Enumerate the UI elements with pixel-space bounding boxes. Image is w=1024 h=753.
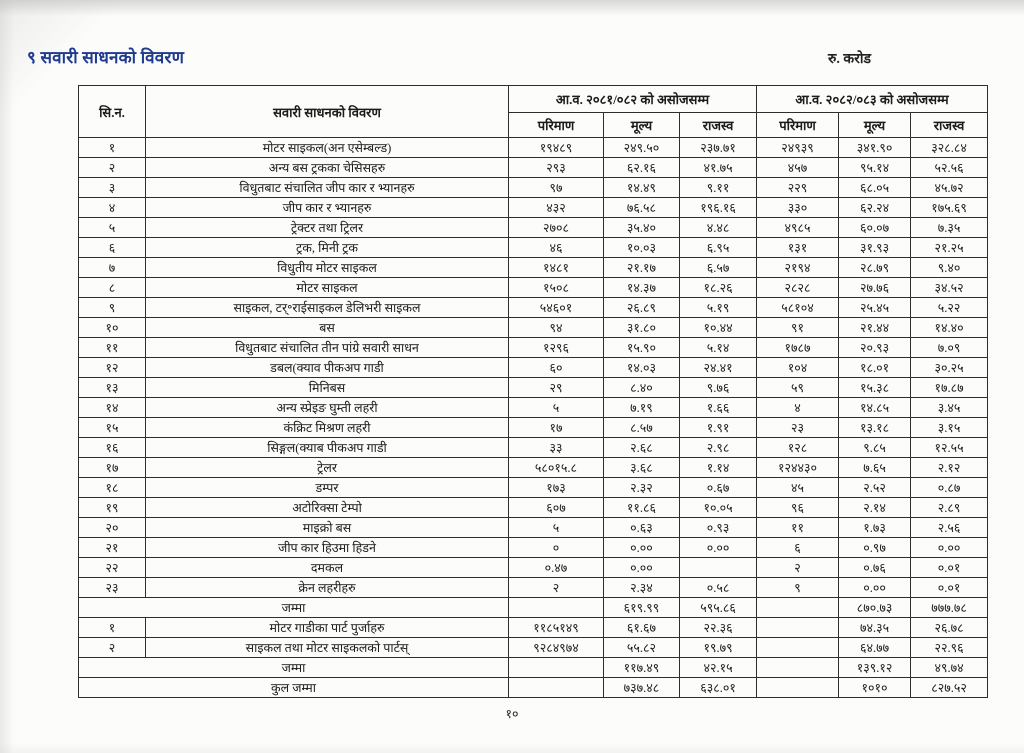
cell-value-fy2: २८.७९ xyxy=(839,258,911,278)
row-description: डबल(क्याव पीकअप गाडी xyxy=(146,358,509,378)
cell-value-fy1: ७.१९ xyxy=(604,398,680,418)
cell-value-fy2: २.५२ xyxy=(839,478,911,498)
table-row xyxy=(79,498,988,518)
cell-value-fy2: २५.४५ xyxy=(839,298,911,318)
cell-revenue-fy1: ९.७६ xyxy=(680,378,757,398)
cell-revenue-fy2: १७.८७ xyxy=(911,378,988,398)
cell-value-fy2: ६४.७७ xyxy=(839,638,911,658)
row-description: जीप कार हिउमा हिडने xyxy=(146,538,509,558)
cell-quantity-fy1: २ xyxy=(509,578,604,598)
cell-revenue-fy1: २.९८ xyxy=(680,438,757,458)
cell-value-fy1: १४.०३ xyxy=(604,358,680,378)
row-serial-number: १६ xyxy=(79,438,146,458)
table-row xyxy=(79,298,988,318)
row-description: क्रेन लहरीहरु xyxy=(146,578,509,598)
cell-quantity-fy2: ५८१०४ xyxy=(757,298,839,318)
unit-label: रु. करोड xyxy=(828,52,871,67)
row-description: मोटर साइकल(अन एसेम्बल्ड) xyxy=(146,138,509,158)
row-label: जम्मा xyxy=(79,598,509,618)
row-description: विधुतीय मोटर साइकल xyxy=(146,258,509,278)
cell-value-fy1: ०.६३ xyxy=(604,518,680,538)
cell-revenue-fy2: ३.१५ xyxy=(911,418,988,438)
row-serial-number: २१ xyxy=(79,538,146,558)
cell-quantity-fy2 xyxy=(757,678,839,698)
cell-quantity-fy2 xyxy=(757,658,839,678)
cell-revenue-fy2: ७७७.७८ xyxy=(911,598,988,618)
row-serial-number: १५ xyxy=(79,418,146,438)
row-description: बस xyxy=(146,318,509,338)
row-description: ट्रेलर xyxy=(146,458,509,478)
row-description: दमकल xyxy=(146,558,509,578)
row-serial-number: २ xyxy=(79,158,146,178)
row-serial-number: ४ xyxy=(79,198,146,218)
cell-revenue-fy1: २४.४१ xyxy=(680,358,757,378)
table-row xyxy=(79,458,988,478)
col-header-value-fy1: मूल्य xyxy=(604,113,680,138)
row-serial-number: २० xyxy=(79,518,146,538)
summary-row xyxy=(79,678,988,698)
cell-quantity-fy2 xyxy=(757,598,839,618)
cell-value-fy1: २.३४ xyxy=(604,578,680,598)
cell-quantity-fy2: २ xyxy=(757,558,839,578)
row-serial-number: १ xyxy=(79,138,146,158)
table-row xyxy=(79,558,988,578)
cell-value-fy1: १४.४९ xyxy=(604,178,680,198)
cell-quantity-fy2 xyxy=(757,618,839,638)
row-serial-number: १३ xyxy=(79,378,146,398)
cell-value-fy1: २१.१७ xyxy=(604,258,680,278)
table-row xyxy=(79,378,988,398)
row-description: मिनिबस xyxy=(146,378,509,398)
cell-quantity-fy2: ११ xyxy=(757,518,839,538)
cell-revenue-fy2: ७.०९ xyxy=(911,338,988,358)
cell-quantity-fy1: ५८०१५.८ xyxy=(509,458,604,478)
cell-quantity-fy2: ४५७ xyxy=(757,158,839,178)
table-row xyxy=(79,398,988,418)
row-description: विधुतबाट संचालित तीन पांग्रे सवारी साधन xyxy=(146,338,509,358)
cell-revenue-fy2: १४.४० xyxy=(911,318,988,338)
col-header-quantity-fy1: परिमाण xyxy=(509,113,604,138)
cell-value-fy2: १४.८५ xyxy=(839,398,911,418)
cell-quantity-fy2: ४५ xyxy=(757,478,839,498)
cell-revenue-fy1: ०.९३ xyxy=(680,518,757,538)
cell-value-fy2: २.१४ xyxy=(839,498,911,518)
page-number: १० xyxy=(505,707,519,721)
table-row xyxy=(79,578,988,598)
cell-revenue-fy1: २२.३६ xyxy=(680,618,757,638)
cell-value-fy1: १५.९० xyxy=(604,338,680,358)
cell-value-fy1: ०.०० xyxy=(604,538,680,558)
cell-revenue-fy2: ८२७.५२ xyxy=(911,678,988,698)
cell-revenue-fy2: ४९.७४ xyxy=(911,658,988,678)
cell-value-fy1: ७६.५८ xyxy=(604,198,680,218)
cell-value-fy2: ६०.०७ xyxy=(839,218,911,238)
cell-value-fy1: ७३७.४८ xyxy=(604,678,680,698)
cell-revenue-fy1: ०.६७ xyxy=(680,478,757,498)
cell-revenue-fy2: ३०.२५ xyxy=(911,358,988,378)
cell-revenue-fy2: २१.२५ xyxy=(911,238,988,258)
row-description: विधुतबाट संचालित जीप कार र भ्यानहरु xyxy=(146,178,509,198)
table-row xyxy=(79,178,988,198)
row-serial-number: १२ xyxy=(79,358,146,378)
cell-quantity-fy1: २९ xyxy=(509,378,604,398)
col-header-value-fy2: मूल्य xyxy=(839,113,911,138)
cell-value-fy2: २०.९३ xyxy=(839,338,911,358)
cell-quantity-fy2: ९६ xyxy=(757,498,839,518)
cell-revenue-fy1: ४.४८ xyxy=(680,218,757,238)
cell-quantity-fy1: ० xyxy=(509,538,604,558)
table-row xyxy=(79,198,988,218)
row-serial-number: ३ xyxy=(79,178,146,198)
cell-value-fy1: १४.३७ xyxy=(604,278,680,298)
cell-value-fy1: ५५.८२ xyxy=(604,638,680,658)
row-serial-number: १ xyxy=(79,618,146,638)
cell-quantity-fy1: १४८१ xyxy=(509,258,604,278)
cell-quantity-fy2: ९ xyxy=(757,578,839,598)
cell-value-fy1: ६२.१६ xyxy=(604,158,680,178)
cell-revenue-fy1: १८.२६ xyxy=(680,278,757,298)
cell-revenue-fy1: १०.०५ xyxy=(680,498,757,518)
cell-value-fy2: २१.४४ xyxy=(839,318,911,338)
cell-quantity-fy2: २४९३९ xyxy=(757,138,839,158)
cell-quantity-fy1: १९४८९ xyxy=(509,138,604,158)
cell-quantity-fy1: १७ xyxy=(509,418,604,438)
row-description: साइकल तथा मोटर साइकलको पार्टस् xyxy=(146,638,509,658)
cell-quantity-fy2: ३३० xyxy=(757,198,839,218)
cell-value-fy1: २.३२ xyxy=(604,478,680,498)
cell-revenue-fy2: १२.५५ xyxy=(911,438,988,458)
table-row xyxy=(79,278,988,298)
row-serial-number: १७ xyxy=(79,458,146,478)
cell-quantity-fy2: १०४ xyxy=(757,358,839,378)
cell-value-fy2: १८.०१ xyxy=(839,358,911,378)
cell-quantity-fy1: ५४६०१ xyxy=(509,298,604,318)
row-description: मोटर गाडीका पार्ट पुर्जाहरु xyxy=(146,618,509,638)
col-header-description: सवारी साधनको विवरण xyxy=(146,86,509,138)
cell-quantity-fy2: २३ xyxy=(757,418,839,438)
cell-value-fy1: २६.८९ xyxy=(604,298,680,318)
cell-quantity-fy1: २७०८ xyxy=(509,218,604,238)
summary-row xyxy=(79,658,988,678)
header-row-fiscal-years xyxy=(79,86,988,113)
cell-revenue-fy1: ५९५.८६ xyxy=(680,598,757,618)
cell-revenue-fy2: ३४.५२ xyxy=(911,278,988,298)
cell-value-fy2: १३९.१२ xyxy=(839,658,911,678)
row-description: मोटर साइकल xyxy=(146,278,509,298)
row-description: ट्रक, मिनी ट्रक xyxy=(146,238,509,258)
cell-quantity-fy1: ०.४७ xyxy=(509,558,604,578)
row-description: अटोरिक्सा टेम्पो xyxy=(146,498,509,518)
cell-revenue-fy2: २.८९ xyxy=(911,498,988,518)
cell-value-fy2: १०१० xyxy=(839,678,911,698)
cell-value-fy2: ६२.२४ xyxy=(839,198,911,218)
cell-quantity-fy1: ९७ xyxy=(509,178,604,198)
cell-revenue-fy1: १.१४ xyxy=(680,458,757,478)
row-label: कुल जम्मा xyxy=(79,678,509,698)
cell-revenue-fy2: २.५६ xyxy=(911,518,988,538)
cell-revenue-fy2: ३२८.८४ xyxy=(911,138,988,158)
cell-quantity-fy2: ४९८५ xyxy=(757,218,839,238)
cell-revenue-fy2: २६.७८ xyxy=(911,618,988,638)
col-header-fy1: आ.व. २०८१/०८२ को असोजसम्म xyxy=(509,86,757,113)
cell-value-fy2: ०.७६ xyxy=(839,558,911,578)
cell-revenue-fy2: ०.०० xyxy=(911,538,988,558)
cell-quantity-fy1: २९३ xyxy=(509,158,604,178)
cell-revenue-fy1: १.६६ xyxy=(680,398,757,418)
table-row xyxy=(79,418,988,438)
cell-value-fy1: ११७.४९ xyxy=(604,658,680,678)
cell-revenue-fy2: २.१२ xyxy=(911,458,988,478)
cell-quantity-fy2: २८२८ xyxy=(757,278,839,298)
cell-quantity-fy2 xyxy=(757,638,839,658)
table-row xyxy=(79,338,988,358)
cell-revenue-fy2: ३.४५ xyxy=(911,398,988,418)
row-serial-number: ९ xyxy=(79,298,146,318)
table-header xyxy=(79,86,988,138)
cell-revenue-fy1: १.९१ xyxy=(680,418,757,438)
row-description: अन्य स्प्रेइङ घुम्ती लहरी xyxy=(146,398,509,418)
cell-revenue-fy1: १९.७९ xyxy=(680,638,757,658)
cell-revenue-fy1: ५.१९ xyxy=(680,298,757,318)
table-row xyxy=(79,138,988,158)
cell-revenue-fy2: ०.८७ xyxy=(911,478,988,498)
row-serial-number: २२ xyxy=(79,558,146,578)
cell-value-fy1: ३५.४० xyxy=(604,218,680,238)
vehicle-details-table xyxy=(78,85,988,698)
col-header-fy2: आ.व. २०८२/०८३ को असोजसम्म xyxy=(757,86,988,113)
cell-revenue-fy2: १७५.६९ xyxy=(911,198,988,218)
cell-quantity-fy1 xyxy=(509,658,604,678)
cell-value-fy2: १.७३ xyxy=(839,518,911,538)
table-row xyxy=(79,618,988,638)
table-row xyxy=(79,438,988,458)
cell-quantity-fy2: २२९ xyxy=(757,178,839,198)
summary-row xyxy=(79,598,988,618)
row-serial-number: ७ xyxy=(79,258,146,278)
cell-quantity-fy1: १७३ xyxy=(509,478,604,498)
cell-value-fy1: ६१.६७ xyxy=(604,618,680,638)
cell-value-fy2: १३.१८ xyxy=(839,418,911,438)
row-description: साइकल, टर्॰राईसाइकल डेलिभरी साइकल xyxy=(146,298,509,318)
table-row xyxy=(79,518,988,538)
cell-revenue-fy1: ०.५८ xyxy=(680,578,757,598)
cell-quantity-fy1: ६०७ xyxy=(509,498,604,518)
table-row xyxy=(79,478,988,498)
cell-revenue-fy2: ९.४० xyxy=(911,258,988,278)
row-serial-number: १४ xyxy=(79,398,146,418)
cell-revenue-fy1: १०.४४ xyxy=(680,318,757,338)
cell-revenue-fy1: १९६.१६ xyxy=(680,198,757,218)
cell-quantity-fy1: ११८५१४९ xyxy=(509,618,604,638)
cell-quantity-fy2: ४ xyxy=(757,398,839,418)
table-row xyxy=(79,238,988,258)
cell-value-fy1: ६१९.९९ xyxy=(604,598,680,618)
cell-quantity-fy1: १५०८ xyxy=(509,278,604,298)
cell-quantity-fy1: १२९६ xyxy=(509,338,604,358)
cell-value-fy1: ११.८६ xyxy=(604,498,680,518)
col-header-revenue-fy2: राजस्व xyxy=(911,113,988,138)
row-serial-number: १० xyxy=(79,318,146,338)
cell-value-fy1: १०.०३ xyxy=(604,238,680,258)
cell-revenue-fy1: २३७.७१ xyxy=(680,138,757,158)
cell-value-fy2: ७४.३५ xyxy=(839,618,911,638)
cell-quantity-fy1: ५ xyxy=(509,398,604,418)
cell-value-fy2: १५.३८ xyxy=(839,378,911,398)
row-serial-number: १८ xyxy=(79,478,146,498)
cell-quantity-fy1: ४६ xyxy=(509,238,604,258)
cell-value-fy1: ८.४० xyxy=(604,378,680,398)
cell-revenue-fy1: ५.१४ xyxy=(680,338,757,358)
cell-value-fy1: ३१.८० xyxy=(604,318,680,338)
cell-quantity-fy2: २१९४ xyxy=(757,258,839,278)
cell-quantity-fy2: ९१ xyxy=(757,318,839,338)
col-header-revenue-fy1: राजस्व xyxy=(680,113,757,138)
cell-value-fy2: ७.६५ xyxy=(839,458,911,478)
table-body xyxy=(79,138,988,698)
table-row xyxy=(79,258,988,278)
cell-value-fy2: ३४१.९० xyxy=(839,138,911,158)
table-row xyxy=(79,158,988,178)
page-title: ९ सवारी साधनको विवरण xyxy=(27,48,185,67)
cell-value-fy2: ९५.१४ xyxy=(839,158,911,178)
cell-value-fy2: ३१.९३ xyxy=(839,238,911,258)
cell-quantity-fy2: ६ xyxy=(757,538,839,558)
col-header-quantity-fy2: परिमाण xyxy=(757,113,839,138)
row-description: जीप कार र भ्यानहरु xyxy=(146,198,509,218)
cell-value-fy1: ८.५७ xyxy=(604,418,680,438)
cell-value-fy2: ६८.०५ xyxy=(839,178,911,198)
table-row xyxy=(79,218,988,238)
row-serial-number: २ xyxy=(79,638,146,658)
cell-revenue-fy1: ४१.७५ xyxy=(680,158,757,178)
cell-quantity-fy2: ५९ xyxy=(757,378,839,398)
cell-revenue-fy1 xyxy=(680,558,757,578)
row-serial-number: ५ xyxy=(79,218,146,238)
cell-revenue-fy1: ९.११ xyxy=(680,178,757,198)
cell-revenue-fy1: ०.०० xyxy=(680,538,757,558)
row-description: अन्य बस ट्रकका चेसिसहरु xyxy=(146,158,509,178)
cell-revenue-fy2: ५.२२ xyxy=(911,298,988,318)
cell-revenue-fy2: ४५.७२ xyxy=(911,178,988,198)
row-description: कंक्रिट मिश्रण लहरी xyxy=(146,418,509,438)
table-row xyxy=(79,318,988,338)
row-serial-number: १९ xyxy=(79,498,146,518)
cell-quantity-fy1 xyxy=(509,678,604,698)
col-header-sn: सि.न. xyxy=(79,86,146,138)
cell-value-fy2: ९.८५ xyxy=(839,438,911,458)
cell-value-fy1: २.६८ xyxy=(604,438,680,458)
cell-quantity-fy1: ९२८४९७४ xyxy=(509,638,604,658)
cell-revenue-fy1: ४२.१५ xyxy=(680,658,757,678)
cell-quantity-fy1: ५ xyxy=(509,518,604,538)
cell-value-fy1: ३.६८ xyxy=(604,458,680,478)
row-label: जम्मा xyxy=(79,658,509,678)
cell-quantity-fy2: १२८ xyxy=(757,438,839,458)
cell-value-fy1: २४९.५० xyxy=(604,138,680,158)
cell-quantity-fy1 xyxy=(509,598,604,618)
cell-quantity-fy1: ४३२ xyxy=(509,198,604,218)
cell-revenue-fy1: ६३८.०१ xyxy=(680,678,757,698)
cell-revenue-fy2: ०.०१ xyxy=(911,578,988,598)
cell-value-fy2: ०.०० xyxy=(839,578,911,598)
cell-quantity-fy1: ३३ xyxy=(509,438,604,458)
cell-revenue-fy2: २२.९६ xyxy=(911,638,988,658)
row-serial-number: ११ xyxy=(79,338,146,358)
row-description: माइक्रो बस xyxy=(146,518,509,538)
cell-quantity-fy2: १७८७ xyxy=(757,338,839,358)
cell-revenue-fy1: ६.५७ xyxy=(680,258,757,278)
row-serial-number: २३ xyxy=(79,578,146,598)
cell-revenue-fy2: ५२.५६ xyxy=(911,158,988,178)
cell-value-fy1: ०.०० xyxy=(604,558,680,578)
cell-revenue-fy2: ७.३५ xyxy=(911,218,988,238)
row-description: ट्रेक्टर तथा ट्रिलर xyxy=(146,218,509,238)
table-row xyxy=(79,538,988,558)
cell-quantity-fy2: १३१ xyxy=(757,238,839,258)
table-row xyxy=(79,358,988,378)
row-serial-number: ६ xyxy=(79,238,146,258)
cell-revenue-fy1: ६.९५ xyxy=(680,238,757,258)
table-row xyxy=(79,638,988,658)
cell-revenue-fy2: ०.०१ xyxy=(911,558,988,578)
cell-quantity-fy1: ९४ xyxy=(509,318,604,338)
cell-value-fy2: ८७०.७३ xyxy=(839,598,911,618)
cell-value-fy2: ०.९७ xyxy=(839,538,911,558)
cell-quantity-fy1: ६० xyxy=(509,358,604,378)
row-serial-number: ८ xyxy=(79,278,146,298)
cell-value-fy2: २७.७६ xyxy=(839,278,911,298)
cell-quantity-fy2: १२४४३० xyxy=(757,458,839,478)
row-description: डम्पर xyxy=(146,478,509,498)
row-description: सिङ्गल(क्याब पीकअप गाडी xyxy=(146,438,509,458)
